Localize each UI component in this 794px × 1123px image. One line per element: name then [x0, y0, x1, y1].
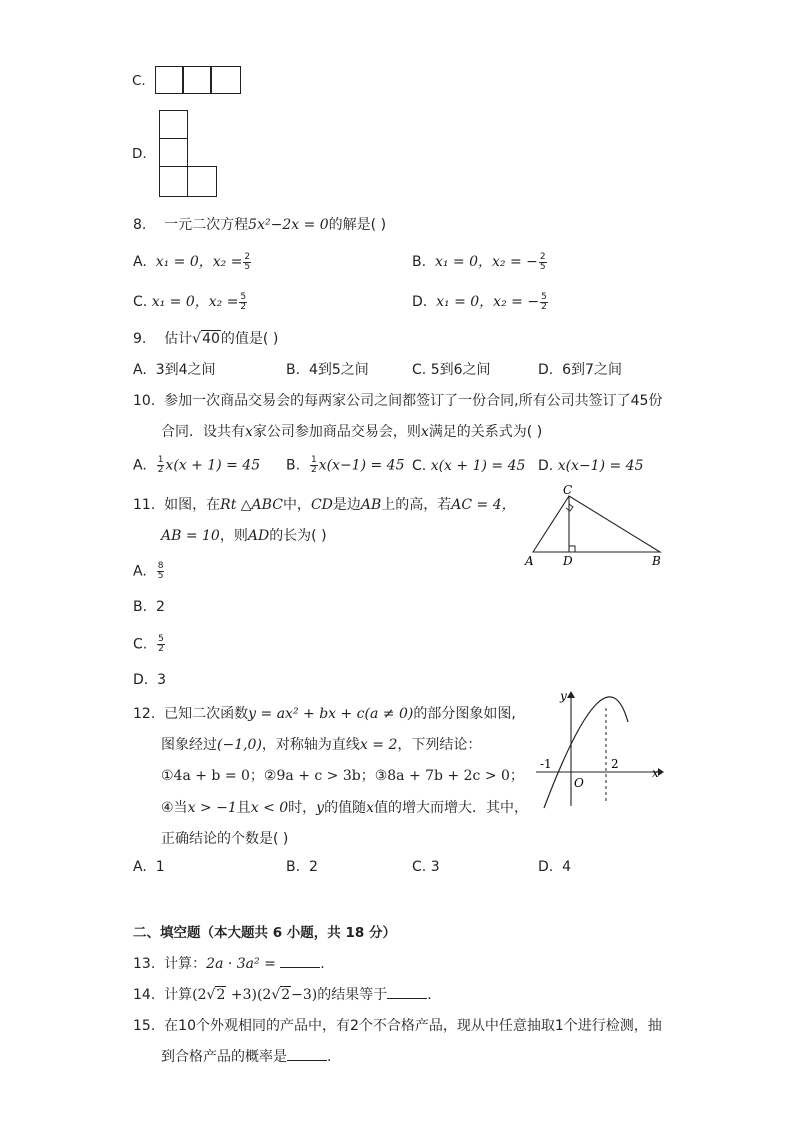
- parabola-curve: [544, 697, 628, 808]
- q14: 14. 计算(2√2 +3)(2√2−3)的结果等于 .: [133, 987, 432, 1003]
- question-number: 15.: [133, 1018, 156, 1034]
- question-number: 8.: [133, 217, 147, 233]
- q11-option-c: C. $\frac{5}{2}$: [133, 634, 164, 654]
- q12-stem-line3: ①4a + b = 0；②9a + c > 3b；③8a + 7b + 2c > 0；: [161, 768, 524, 784]
- q11-stem-line1: 11. 如图，在Rt △ABC中，CD是边AB上的高，若AC = 4，: [133, 497, 516, 513]
- option-c-label: C.: [132, 73, 146, 89]
- grid-square: [159, 166, 188, 197]
- y-axis-arrow: [567, 691, 575, 698]
- right-angle-mark-d: [569, 546, 575, 552]
- q9-stem: 9. 估计√40的值是( ): [133, 331, 279, 347]
- q13: 13. 计算：2a · 3a² = .: [133, 956, 325, 972]
- question-number: 13.: [133, 956, 156, 972]
- q11-option-b: B. 2: [133, 599, 165, 615]
- answer-blank: [280, 955, 320, 968]
- q8-stem: [133, 214, 386, 234]
- square-root: √40: [192, 331, 220, 347]
- grid-square: [183, 66, 211, 94]
- grid-square: [211, 66, 241, 94]
- stem-text: 一元二次方程: [164, 217, 249, 233]
- question-number: 12.: [133, 706, 156, 722]
- q12-stem-line1: 12. 已知二次函数y = ax² + bx + c(a ≠ 0)的部分图象如图,: [133, 706, 516, 722]
- origin-label: O: [574, 776, 584, 790]
- q9-option-d: D. 6到7之间: [538, 362, 622, 378]
- option-d-label: D.: [132, 146, 147, 162]
- q10-option-b: B. $\frac{1}{2}$ x(x−1) = 45: [286, 455, 405, 475]
- q10-option-d: D. x(x−1) = 45: [538, 458, 644, 474]
- vertex-label-c: C: [563, 483, 573, 497]
- section-heading: 二、填空题（本大题共 6 小题，共 18 分）: [133, 925, 396, 941]
- vertex-label-b: B: [652, 554, 661, 568]
- answer-blank: [387, 986, 427, 999]
- q12-stem-line4: ④当x > −1且x < 0时，y的值随x值的增大而增大．其中，: [161, 800, 528, 816]
- q10-option-c: C. x(x + 1) = 45: [412, 458, 526, 474]
- vertex-label-d: D: [563, 554, 573, 568]
- q12-option-a: A. 1: [133, 859, 165, 875]
- q15-line1: 15. 在10个外观相同的产品中，有2个不合格产品，现从中任意抽取1个进行检测，抽: [133, 1018, 662, 1034]
- tick-label-2: 2: [611, 757, 619, 771]
- q8-option-d: D. x₁ = 0，x₂ = − $\frac{5}{2}$: [412, 291, 547, 312]
- q12-stem-line2: 图象经过(−1,0)，对称轴为直线x = 2，下列结论：: [161, 737, 482, 753]
- question-number: 9.: [133, 331, 147, 347]
- q12-stem-line5: 正确结论的个数是( ): [161, 831, 289, 847]
- q12-option-d: D. 4: [538, 859, 572, 875]
- q11-option-a: A. $\frac{8}{5}$: [133, 561, 164, 581]
- question-number: 11.: [133, 497, 156, 513]
- x-axis-label: x: [652, 766, 659, 780]
- q9-option-b: B. 4到5之间: [286, 362, 369, 378]
- q10-option-a: A. $\frac{1}{2}$ x(x + 1) = 45: [133, 455, 261, 475]
- q8-option-b: B. x₁ = 0，x₂ = − $\frac{2}{5}$: [412, 251, 546, 272]
- question-number: 10.: [133, 393, 156, 409]
- q9-option-a: A. 3到4之间: [133, 362, 216, 378]
- tick-label-neg1: -1: [540, 757, 552, 771]
- q12-option-c: C. 3: [412, 859, 440, 875]
- q8-option-c: C. x₁ = 0，x₂ = $\frac{5}{2}$: [133, 291, 247, 312]
- equation: 5x²−2x = 0: [248, 217, 329, 233]
- q8-option-a: A. x₁ = 0，x₂ = $\frac{2}{5}$: [133, 251, 251, 272]
- q12-option-b: B. 2: [286, 859, 318, 875]
- q11-stem-line2: AB = 10，则AD的长为( ): [161, 528, 327, 544]
- y-axis-label: y: [560, 689, 567, 703]
- stem-text: 的解是( ): [328, 217, 387, 233]
- parabola-figure: [530, 686, 670, 810]
- q10-stem-line1: 10. 参加一次商品交易会的每两家公司之间都签订了一份合同,所有公司共签订了45份: [133, 393, 663, 409]
- q15-line2: 到合格产品的概率是 .: [161, 1049, 332, 1065]
- grid-square: [155, 66, 183, 94]
- x-axis-arrow: [658, 768, 664, 776]
- grid-square: [187, 166, 217, 197]
- triangle-abc: [533, 496, 660, 552]
- q11-option-d: D. 3: [133, 672, 167, 688]
- grid-square: [159, 138, 188, 167]
- q10-stem-line2: 合同．设共有x家公司参加商品交易会，则x满足的关系式为( ): [161, 424, 543, 440]
- vertex-label-a: A: [525, 554, 534, 568]
- triangle-figure: [520, 480, 670, 572]
- question-number: 14.: [133, 987, 156, 1003]
- answer-blank: [287, 1048, 327, 1061]
- grid-square: [159, 110, 188, 139]
- q9-option-c: C. 5到6之间: [412, 362, 491, 378]
